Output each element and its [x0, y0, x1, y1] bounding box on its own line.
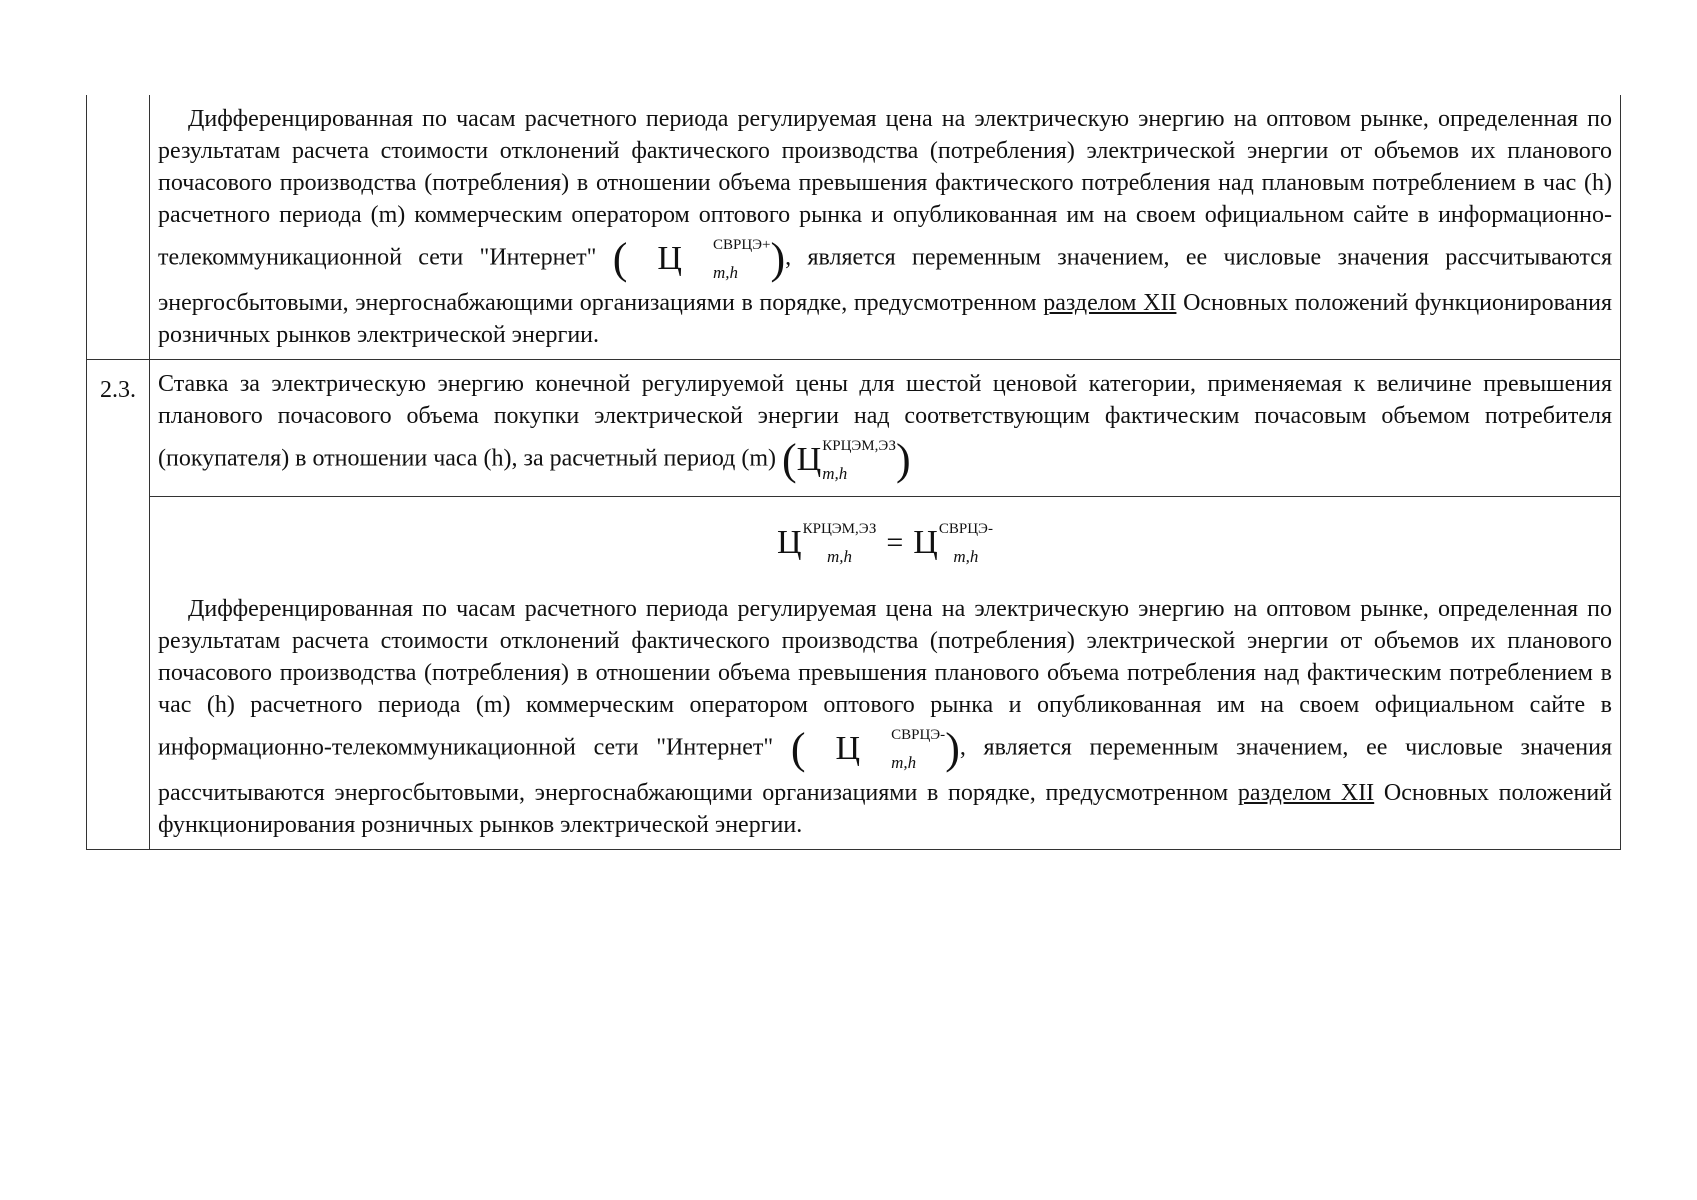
right-paren: ): [770, 234, 786, 283]
description-cell: [150, 360, 1621, 497]
paragraph-text: , является переменным значением, ее числовые значения рассчитываются энергосбытовыми, энергоснабжающими организациями в порядке, предусмотренном: [158, 244, 1612, 316]
price-symbol: [806, 721, 946, 777]
paragraph-text: Основных положений функционирования розничных рынков электрической энергии.: [158, 290, 1613, 348]
tariff-table: [86, 95, 1621, 850]
table-row: [87, 95, 1621, 360]
price-symbol: [797, 432, 896, 488]
table-row: [87, 360, 1621, 497]
symbol-subscript: m,h: [826, 547, 852, 566]
right-paren: ): [896, 435, 911, 484]
formula-lhs: [777, 515, 876, 571]
paragraph-buy-price: [158, 103, 1612, 351]
symbol-subscript: m,h: [891, 753, 917, 772]
description-cell: [150, 95, 1621, 360]
symbol-base: Ц: [796, 441, 822, 478]
rate-description: [158, 368, 1612, 488]
formula: [158, 515, 1612, 571]
section-xii-link[interactable]: разделом XII: [1043, 290, 1177, 316]
symbol-superscript: СВРЦЭ-: [891, 727, 946, 743]
symbol-base: Ц: [913, 524, 938, 561]
paragraph-text: Дифференцированная по часам расчетного периода регулируемая цена на электрическую энергию на оптовом рынке, определенная по результатам расчета стоимости отклонений фактического производства (потребления) электрической энергии от объемов их планового почасового производства (потребления) в отношении объема превышения фактического потребления над плановым потреблением в час (h) расчетного периода (m) коммерческим оператором оптового рынка и опубликованная им на своем официальном сайте в информационно-телекоммуникационной сети "Интернет": [158, 106, 1612, 271]
table-row: [87, 497, 1621, 850]
paragraph-text: Ставка за электрическую энергию конечной регулируемой цены для шестой ценовой категории, применяемая к величине превышения планового почасового объема покупки электрической энергии над соответствующим фактическим почасовым объемом потребителя (покупателя) в отношении часа (h), за расчетный период (m): [158, 371, 1612, 472]
symbol-superscript: КРЦЭМ,ЭЗ: [802, 521, 877, 537]
left-paren: (: [790, 724, 806, 773]
symbol-subscript: m,h: [712, 263, 738, 282]
section-xii-link[interactable]: разделом XII: [1237, 780, 1375, 806]
left-paren: (: [612, 234, 628, 283]
right-paren: ): [945, 724, 960, 773]
symbol-superscript: СВРЦЭ-: [938, 521, 993, 537]
row-number-cell: [87, 95, 150, 360]
paragraph-text: , является переменным значением, ее числовые значения рассчитываются энергосбытовыми, энергоснабжающими организациями в порядке, предусмотренном: [158, 734, 1612, 806]
symbol-subscript: m,h: [953, 547, 979, 566]
formula-rhs: [913, 515, 993, 571]
formula-cell: [150, 497, 1621, 850]
paragraph-text: Основных положений функционирования розничных рынков электрической энергии.: [158, 780, 1613, 838]
symbol-base: Ц: [835, 730, 861, 767]
equals-sign: =: [886, 526, 904, 559]
symbol-superscript: СВРЦЭ+: [712, 237, 771, 253]
row-number-cell: 2.3.: [87, 360, 150, 850]
paragraph-sell-price: [158, 593, 1612, 841]
symbol-subscript: m,h: [822, 464, 848, 483]
left-paren: (: [782, 435, 797, 484]
symbol-base: Ц: [657, 240, 682, 277]
symbol-base: Ц: [777, 524, 802, 561]
paragraph-text: Дифференцированная по часам расчетного периода регулируемая цена на электрическую энергию на оптовом рынке, определенная по результатам расчета стоимости отклонений фактического производства (потребления) электрической энергии от объемов их планового почасового производства (потребления) в отношении объема превышения планового объема потребления над фактическим потреблением в час (h) расчетного периода (m) коммерческим оператором оптового рынка и опубликованная им на своем официальном сайте в информационно-телекоммуникационной сети "Интернет": [158, 596, 1612, 761]
symbol-superscript: КРЦЭМ,ЭЗ: [822, 438, 896, 454]
price-symbol: [627, 231, 770, 287]
